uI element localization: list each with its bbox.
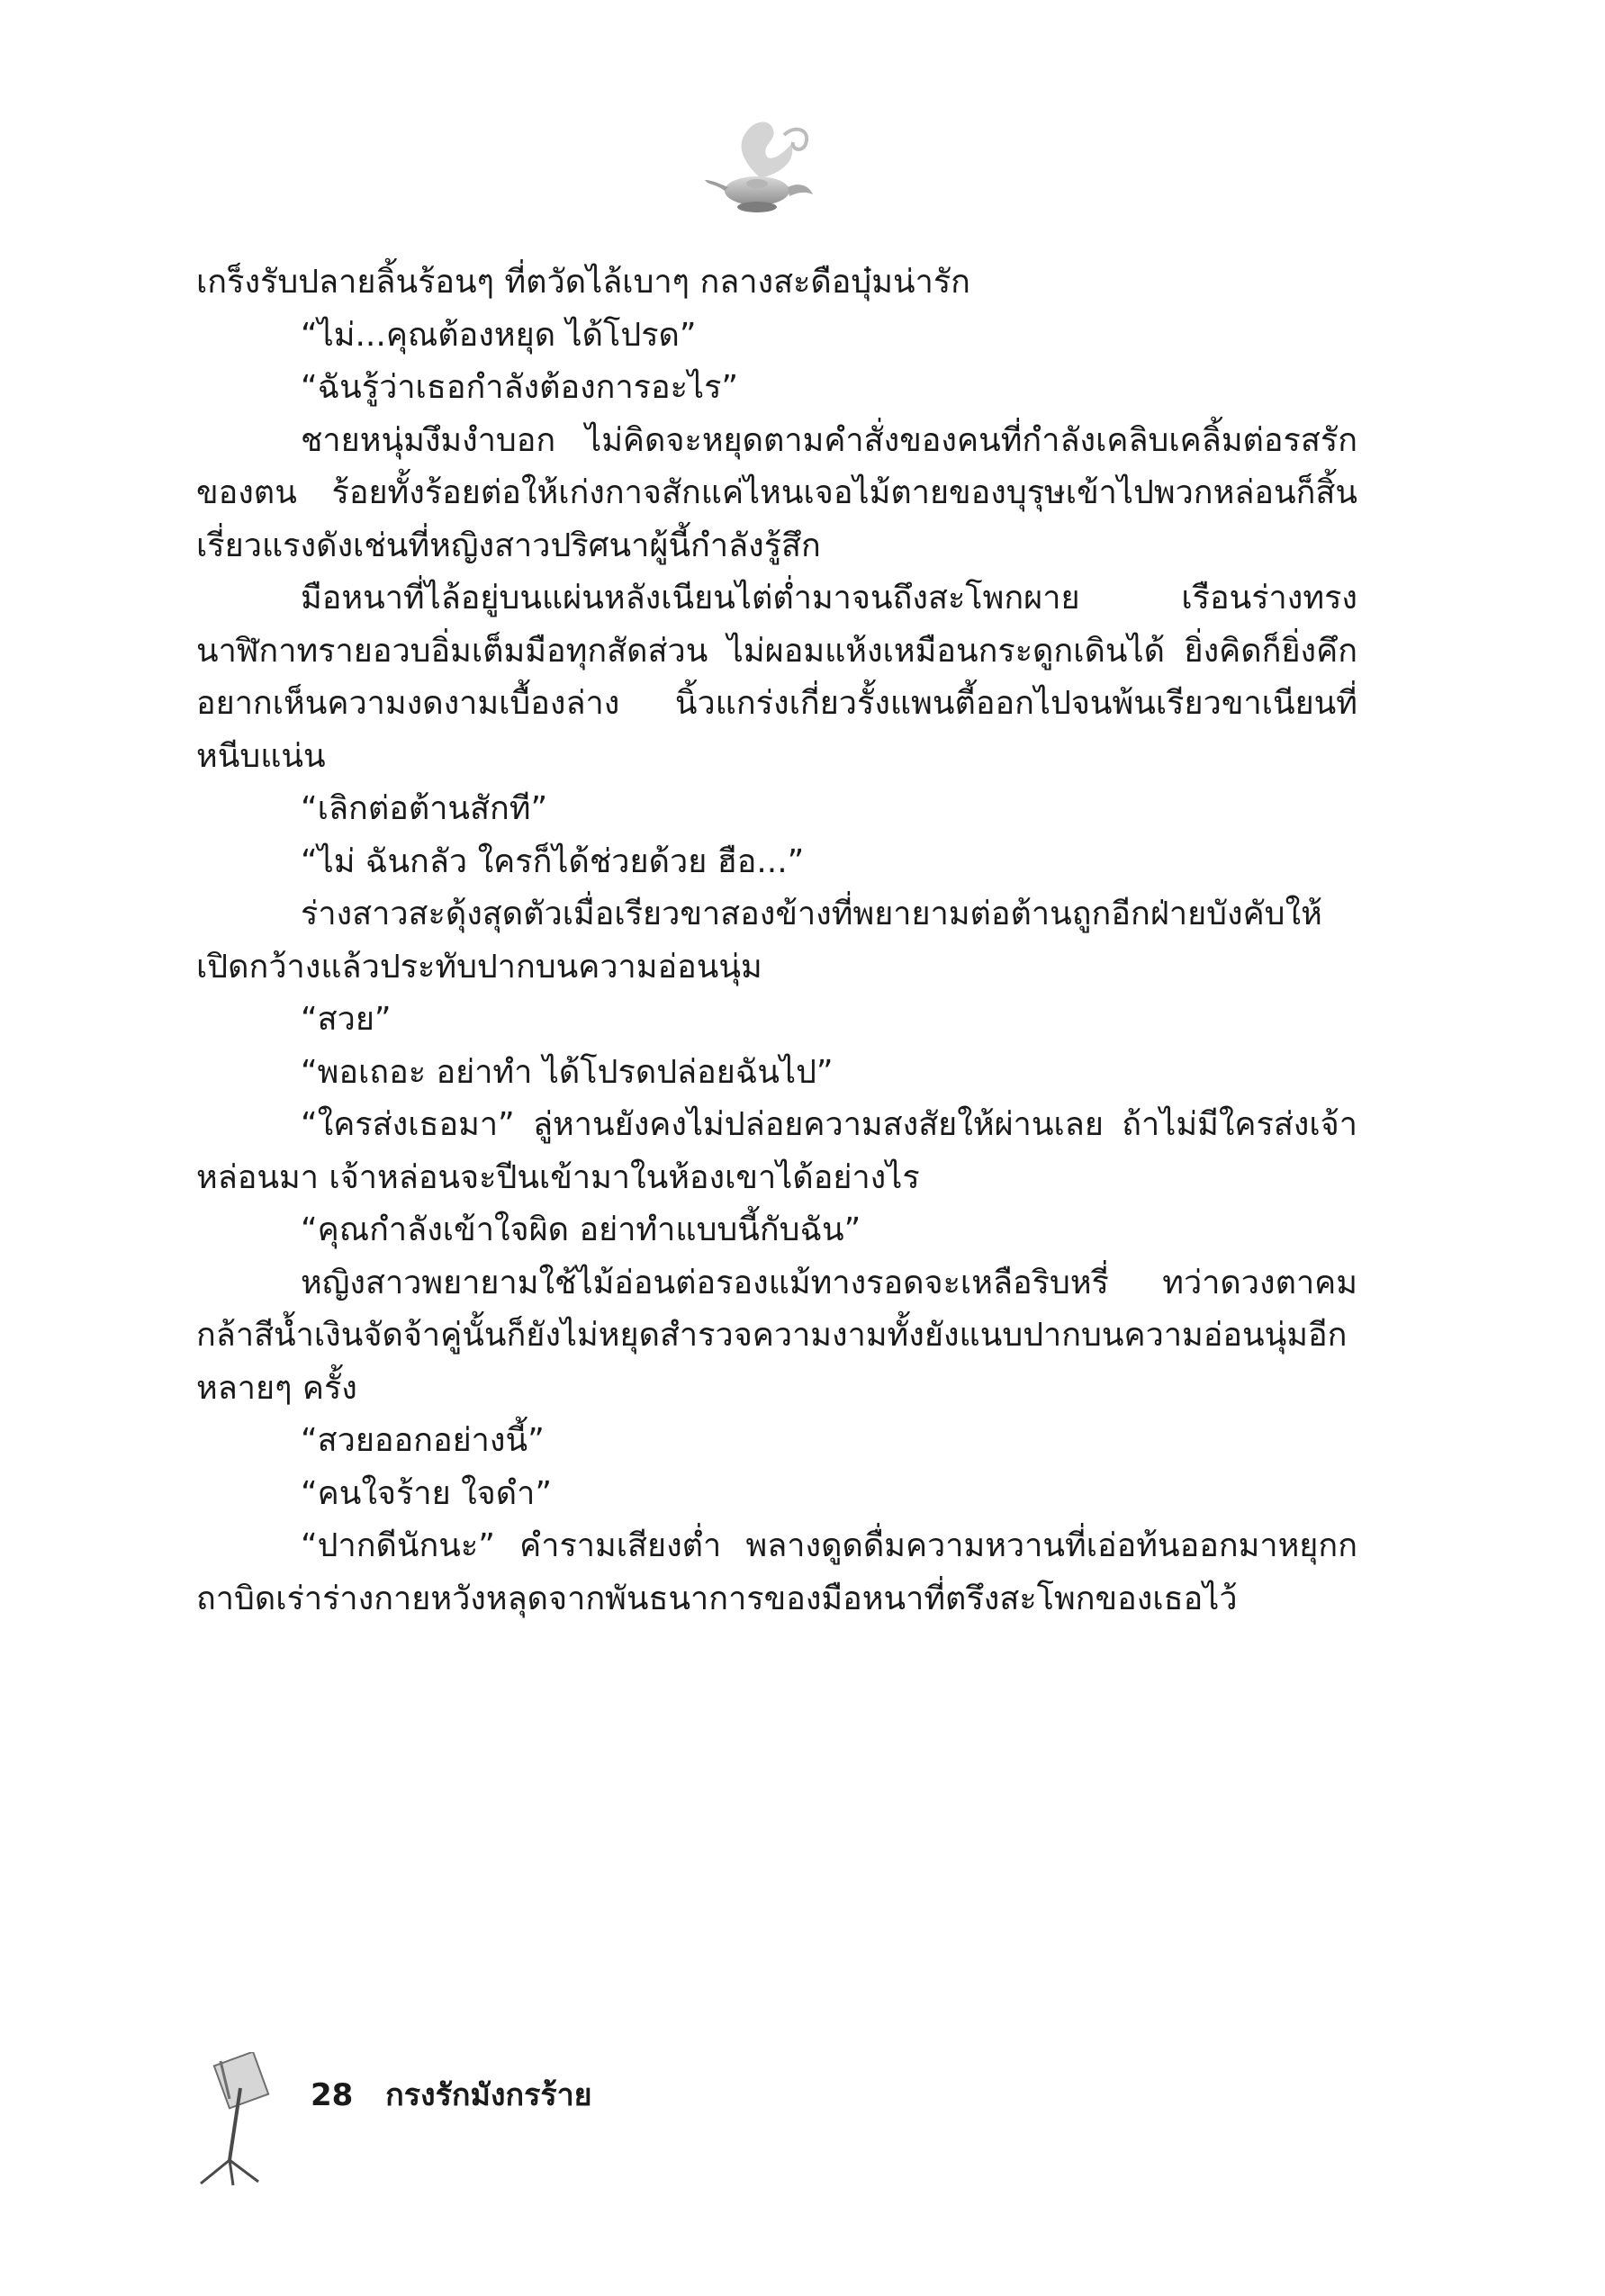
book-title: กรงรักมังกรร้าย	[385, 2077, 592, 2113]
page-number: 28	[311, 2077, 354, 2113]
paragraph: “ปากดีนักนะ” คำรามเสียงต่ำ พลางดูดดื่มความหวานที่เอ่อท้นออกมาหยุกกถาบิดเร่าร่างกายหวังหลุดจากพันธนาการของมือหนาที่ตรึงสะโพกของเธอไว้	[196, 1527, 1357, 1617]
paragraph: “ฉันรู้ว่าเธอกำลังต้องการอะไร”	[301, 369, 739, 406]
footer-text	[311, 2070, 592, 2119]
paragraph: “คนใจร้าย ใจดำ”	[301, 1474, 553, 1512]
paragraph: หญิงสาวพยายามใช้ไม้อ่อนต่อรองแม้ทางรอดจะเหลือริบหรี่ ทว่าดวงตาคมกล้าสีน้ำเงินจัดจ้าคู่นั้นก็ยังไม่หยุดสำรวจความงามทั้งยังแนบปากบนความอ่อนนุ่มอีกหลายๆ ครั้ง	[196, 1264, 1357, 1407]
page-footer	[194, 2052, 734, 2214]
paragraph: “สวย”	[301, 1001, 392, 1038]
paragraph: ร่างสาวสะดุ้งสุดตัวเมื่อเรียวขาสองข้างที่พยายามต่อต้านถูกอีกฝ่ายบังคับให้เปิดกว้างแล้วประทับปากบนความอ่อนนุ่ม	[196, 896, 1322, 986]
paragraph: “เลิกต่อต้านสักที”	[301, 790, 548, 827]
studio-light-stand-icon	[194, 2052, 293, 2187]
paragraph: “ใครส่งเธอมา” ลู่หานยังคงไม่ปล่อยความสงสัยให้ผ่านเลย ถ้าไม่มีใครส่งเจ้าหล่อนมา เจ้าหล่อนจะปีนเข้ามาในห้องเขาได้อย่างไร	[196, 1106, 1357, 1196]
paragraph: “ไม่ ฉันกลัว ใครก็ได้ช่วยด้วย ฮือ...”	[301, 842, 805, 880]
paragraph: “ไม่...คุณต้องหยุด ได้โปรด”	[301, 316, 697, 354]
paragraph: ชายหนุ่มงึมงำบอก ไม่คิดจะหยุดตามคำสั่งของคนที่กำลังเคลิบเคลิ้มต่อรสรักของตน ร้อยทั้งร้อยต่อให้เก่งกาจสักแค่ไหนเจอไม้ตายของบุรุษเข้าไปพวกหล่อนก็สิ้นเรี่ยวแรงดังเช่นที่หญิงสาวปริศนาผู้นี้กำลังรู้สึก	[196, 421, 1357, 564]
paragraph: “พอเถอะ อย่าทำ ได้โปรดปล่อยฉันไป”	[301, 1053, 834, 1091]
genie-lamp-icon	[698, 108, 824, 234]
story-body-text	[196, 257, 1357, 1625]
paragraph: มือหนาที่ไล้อยู่บนแผ่นหลังเนียนไต่ต่ำมาจนถึงสะโพกผาย เรือนร่างทรงนาฬิกาทรายอวบอิ่มเต็มมือทุกสัดส่วน ไม่ผอมแห้งเหมือนกระดูกเดินได้ ยิ่งคิดก็ยิ่งคึกอยากเห็นความงดงามเบื้องล่าง นิ้วแกร่งเกี่ยวรั้งแพนตี้ออกไปจนพ้นเรียวขาเนียนที่หนีบแน่น	[196, 580, 1357, 775]
paragraph: “คุณกำลังเข้าใจผิด อย่าทำแบบนี้กับฉัน”	[301, 1211, 861, 1248]
paragraph: เกร็งรับปลายลิ้นร้อนๆ ที่ตวัดไล้เบาๆ กลางสะดือบุ๋มน่ารัก	[196, 264, 970, 301]
paragraph: “สวยออกอย่างนี้”	[301, 1422, 545, 1459]
